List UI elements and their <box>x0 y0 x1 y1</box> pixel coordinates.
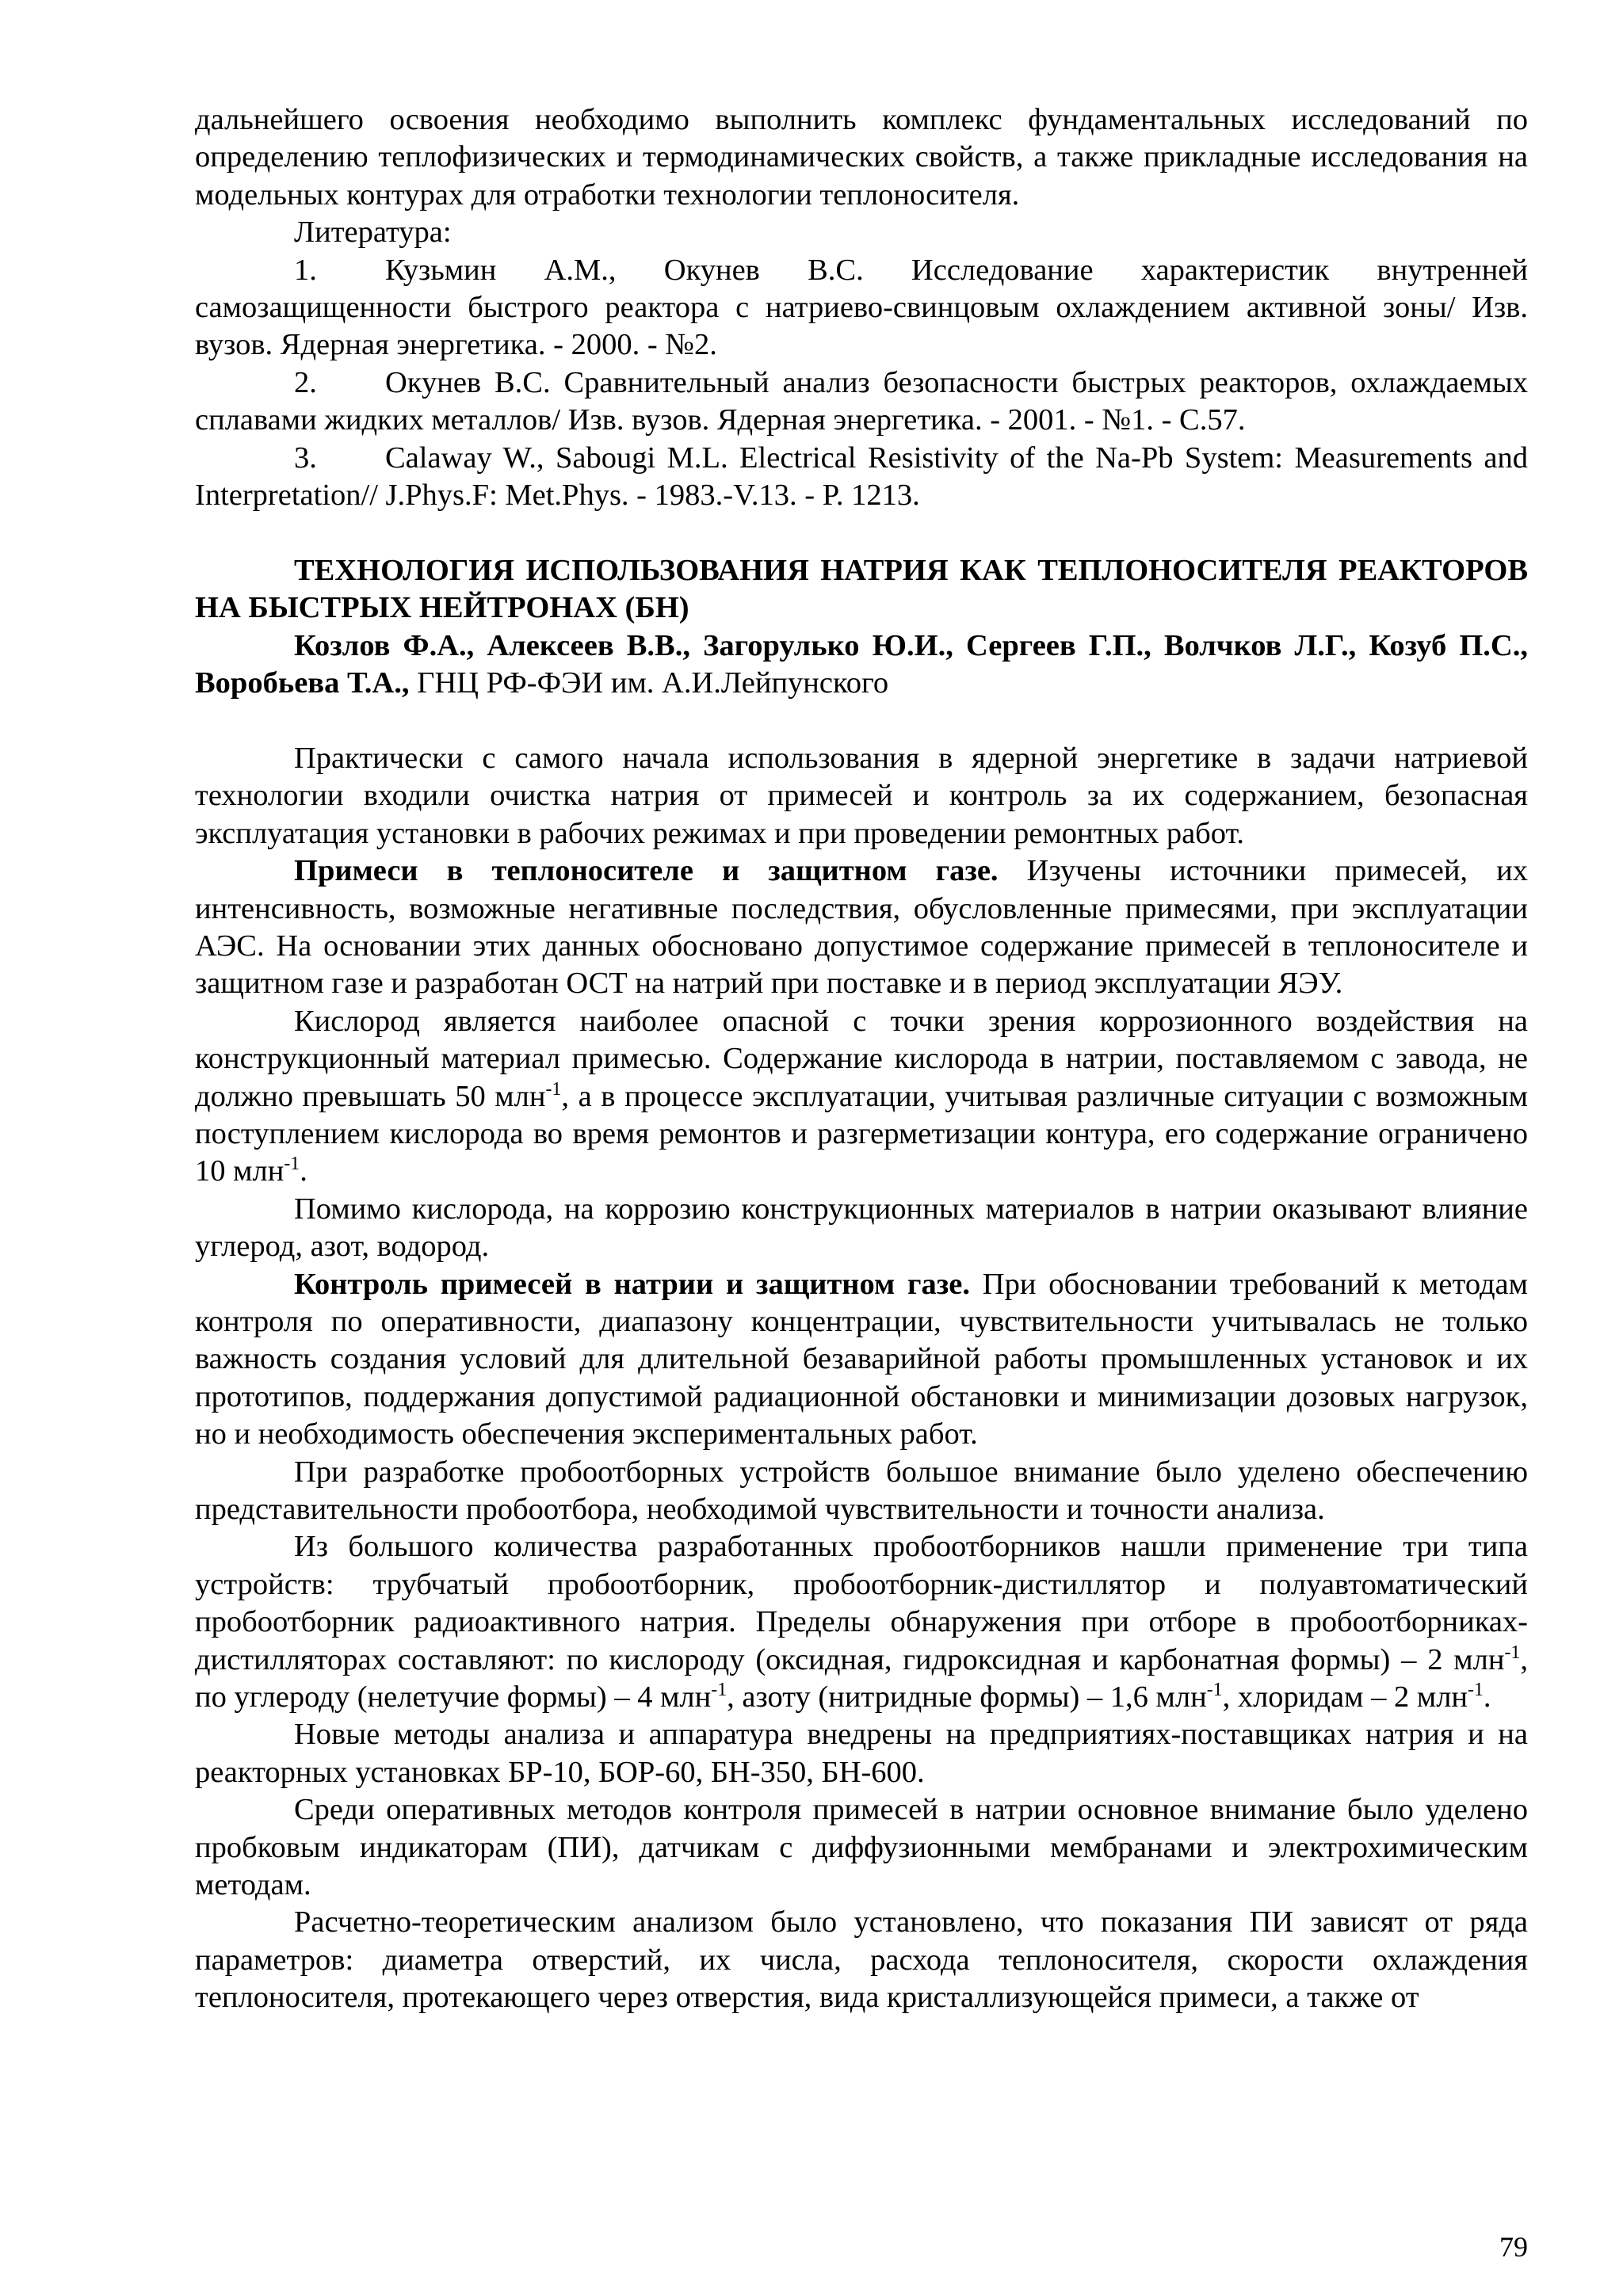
section-heading: Контроль примесей в натрии и защитном газе. <box>294 1267 970 1301</box>
reference-item <box>195 440 1528 515</box>
reference-item <box>195 364 1528 440</box>
reference-number: 1. <box>294 253 317 287</box>
reference-text: Calaway W., Sabougi M.L. Electrical Resistivity of the Na-Pb System: Measurements and Interpretation// J.Phys.F: Met.Phys. - 1983.-V.13. - P. 1213. <box>195 441 1528 513</box>
page-number: 79 <box>1499 2231 1528 2263</box>
spacer <box>195 514 1528 551</box>
spacer <box>195 702 1528 739</box>
superscript: -1 <box>1468 1680 1484 1701</box>
superscript: -1 <box>1504 1642 1521 1663</box>
body-paragraph: Из большого количества разработанных пробоотборников нашли применение три типа устройств: трубчатый пробоотборник, пробоотборник-дистиллятор и полуавтоматический пробоотборник радиоактивного натрия. Пределы обнаружения при отборе в пробоотборниках-дистилляторах составляют: по кислороду (оксидная, гидроксидная и карбонатная формы) – 2 млн$^{-1}$, по углероду (нелетучие формы) – 4 млн$^{-1}$, азоту (нитридные формы) – 1,6 млн$^{-1}$, хлоридам – 2 млн$^{-1}$. <box>195 1530 1528 1714</box>
body-paragraph: Среди оперативных методов контроля примесей в натрии основное внимание было уделено пробковым индикаторам (ПИ), датчикам с диффузионными мембранами и электрохимическим методам. <box>195 1793 1528 1902</box>
superscript: -1 <box>1206 1680 1223 1701</box>
author-names: Козлов Ф.А., Алексеев В.В., Загорулько Ю.И., Сергеев Г.П., Волчков Л.Г., Козуб П.С., Воробьева Т.А., <box>195 628 1528 700</box>
superscript: -1 <box>284 1154 300 1175</box>
body-paragraph: Практически с самого начала использования в ядерной энергетике в задачи натриевой технологии входили очистка натрия от примесей и контроль за их содержанием, безопасная эксплуатация установки в рабочих режимах и при проведении ремонтных работ. <box>195 741 1528 850</box>
body-paragraph: Кислород является наиболее опасной с точки зрения коррозионного воздействия на конструкционный материал примесью. Содержание кислорода в натрии, поставляемом с завода, не должно превышать 50 млн$^{-1}$, а в процессе эксплуатации, учитывая различные ситуации с возможным поступлением кислорода во время ремонтов и разгерметизации контура, его содержание ограничено 10 млн$^{-1}$. <box>195 1004 1528 1188</box>
body-paragraph: Новые методы анализа и аппаратура внедрены на предприятиях-поставщиках натрия и на реакторных установках БР-10, БОР-60, БН-350, БН-600. <box>195 1718 1528 1789</box>
reference-text: Окунев В.С. Сравнительный анализ безопасности быстрых реакторов, охлаждаемых сплавами жидких металлов/ Изв. вузов. Ядерная энергетика. - 2001. - №1. - С.57. <box>195 365 1528 437</box>
document-page <box>195 101 1528 2017</box>
author-affiliation: ГНЦ РФ-ФЭИ им. А.И.Лейпунского <box>409 666 889 700</box>
reference-number: 3. <box>294 441 317 475</box>
superscript: -1 <box>545 1078 562 1100</box>
article-title: ТЕХНОЛОГИЯ ИСПОЛЬЗОВАНИЯ НАТРИЯ КАК ТЕПЛОНОСИТЕЛЯ РЕАКТОРОВ НА БЫСТРЫХ НЕЙТРОНАХ (БН) <box>195 553 1528 625</box>
section-heading: Примеси в теплоносителе и защитном газе. <box>294 854 999 888</box>
body-paragraph: Помимо кислорода, на коррозию конструкционных материалов в натрии оказывают влияние углерод, азот, водород. <box>195 1192 1528 1264</box>
article-authors <box>195 627 1528 703</box>
reference-text: Кузьмин А.М., Окунев В.С. Исследование характеристик внутренней самозащищенности быстрого реактора с натриево-свинцовым охлаждением активной зоны/ Изв. вузов. Ядерная энергетика. - 2000. - №2. <box>195 253 1528 362</box>
body-paragraph: Расчетно-теоретическим анализом было установлено, что показания ПИ зависят от ряда параметров: диаметра отверстий, их числа, расхода теплоносителя, скорости охлаждения теплоносителя, протекающего через отверстия, вида кристаллизующейся примеси, а также от <box>195 1905 1528 2015</box>
reference-item <box>195 252 1528 364</box>
continuation-paragraph: дальнейшего освоения необходимо выполнить комплекс фундаментальных исследований по определению теплофизических и термодинамических свойств, а также прикладные исследования на модельных контурах для отработки технологии теплоносителя. <box>195 103 1528 212</box>
body-paragraph: Примеси в теплоносителе и защитном газе. Изучены источники примесей, их интенсивность, возможные негативные последствия, обусловленные примесями, при эксплуатации АЭС. На основании этих данных обосновано допустимое содержание примесей в теплоносителе и защитном газе и разработан ОСТ на натрий при поставке и в период эксплуатации ЯЭУ. <box>195 854 1528 1001</box>
literature-heading: Литература: <box>294 215 452 250</box>
reference-number: 2. <box>294 365 317 399</box>
body-paragraph: Контроль примесей в натрии и защитном газе. При обосновании требований к методам контроля по оперативности, диапазону концентрации, чувствительности учитывалась не только важность создания условий для длительной безаварийной работы промышленных установок и их прототипов, поддержания допустимой радиационной обстановки и минимизации дозовых нагрузок, но и необходимость обеспечения экспериментальных работ. <box>195 1267 1529 1451</box>
superscript: -1 <box>711 1680 727 1701</box>
body-paragraph: При разработке пробоотборных устройств большое внимание было уделено обеспечению представительности пробоотбора, необходимой чувствительности и точности анализа. <box>195 1455 1528 1526</box>
